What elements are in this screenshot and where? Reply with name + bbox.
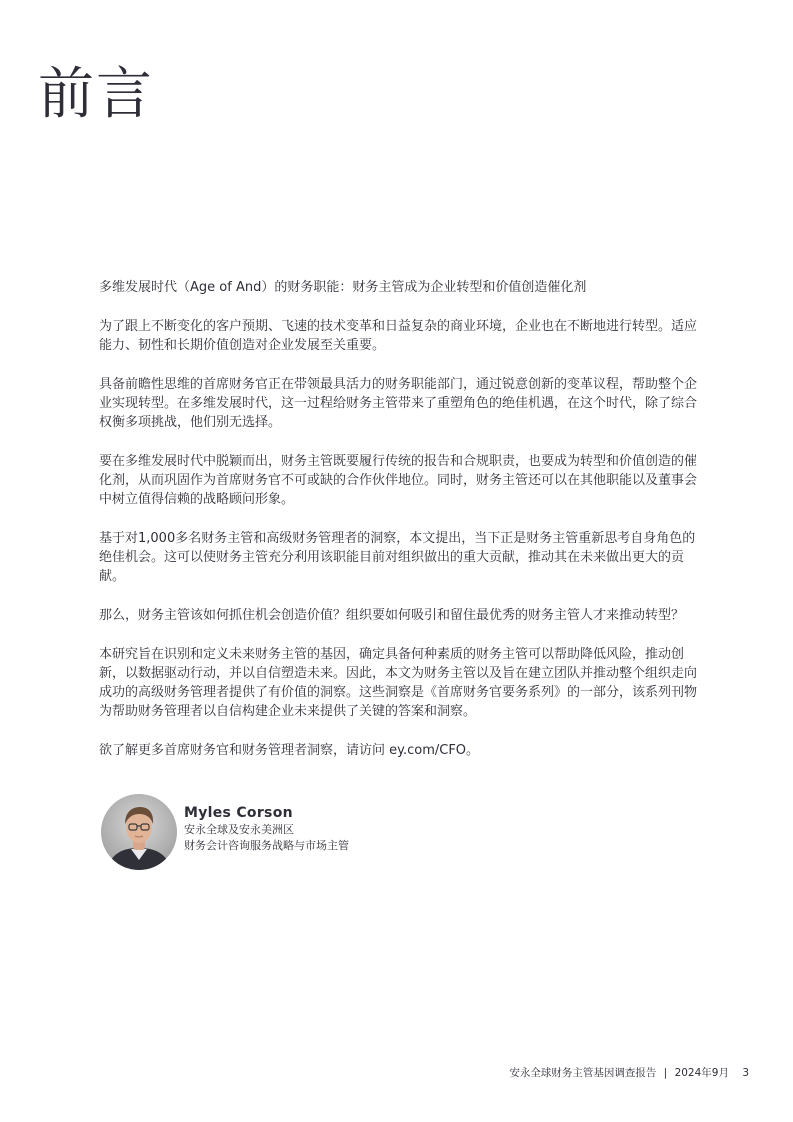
paragraph-cta: 欲了解更多首席财务官和财务管理者洞察，请访问 ey.com/CFO。 — [99, 743, 480, 758]
avatar — [101, 794, 177, 870]
footer-report-title: 安永全球财务主管基因调查报告 — [509, 1067, 657, 1079]
page-footer — [509, 1066, 749, 1080]
profile-name: Myles Corson — [184, 805, 293, 821]
body-text — [99, 278, 701, 780]
paragraph: 基于对1,000多名财务主管和高级财务管理者的洞察，本文提出，当下正是财务主管重新思考自身角色的绝佳机会。这可以使财务主管充分利用该职能目前对组织做出的重大贡献，推动其在未来做出更大的贡献。 — [99, 531, 696, 584]
author-profile — [101, 794, 521, 874]
profile-title-line1: 安永全球及安永美洲区 — [184, 823, 294, 836]
paragraph: 要在多维发展时代中脱颖而出，财务主管既要履行传统的报告和合规职责，也要成为转型和价值创造的催化剂，从而巩固作为首席财务官不可或缺的合作伙伴地位。同时，财务主管还可以在其他职能以及董事会中树立值得信赖的战略顾问形象。 — [99, 454, 698, 507]
page-title: 前言 — [38, 62, 154, 127]
page-number: 3 — [742, 1067, 749, 1079]
paragraph: 为了跟上不断变化的客户预期、飞速的技术变革和日益复杂的商业环境，企业也在不断地进行转型。适应能力、韧性和长期价值创造对企业发展至关重要。 — [99, 319, 698, 353]
paragraph: 具备前瞻性思维的首席财务官正在带领最具活力的财务职能部门，通过锐意创新的变革议程，帮助整个企业实现转型。在多维发展时代，这一过程给财务主管带来了重塑角色的绝佳机遇，在这个时代，除了综合权衡多项挑战，他们别无选择。 — [99, 377, 698, 430]
footer-date: 2024年9月 — [674, 1067, 729, 1079]
profile-title-line2: 财务会计咨询服务战略与市场主管 — [184, 839, 349, 852]
footer-separator: | — [663, 1067, 668, 1079]
paragraph: 本研究旨在识别和定义未来财务主管的基因，确定具备何种素质的财务主管可以帮助降低风险，推动创新，以数据驱动行动，并以自信塑造未来。因此，本文为财务主管以及旨在建立团队并推动整个组织走向成功的高级财务管理者提供了有价值的洞察。这些洞察是《首席财务官要务系列》的一部分，该系列刊物为帮助财务管理者以自信构建企业未来提供了关键的答案和洞察。 — [99, 647, 698, 719]
paragraph: 那么，财务主管该如何抓住机会创造价值？组织要如何吸引和留住最优秀的财务主管人才来推动转型？ — [99, 608, 685, 623]
avatar-portrait-icon — [101, 794, 177, 870]
profile-info — [184, 804, 349, 854]
paragraph-subtitle: 多维发展时代（Age of And）的财务职能：财务主管成为企业转型和价值创造催化剂 — [99, 280, 587, 295]
